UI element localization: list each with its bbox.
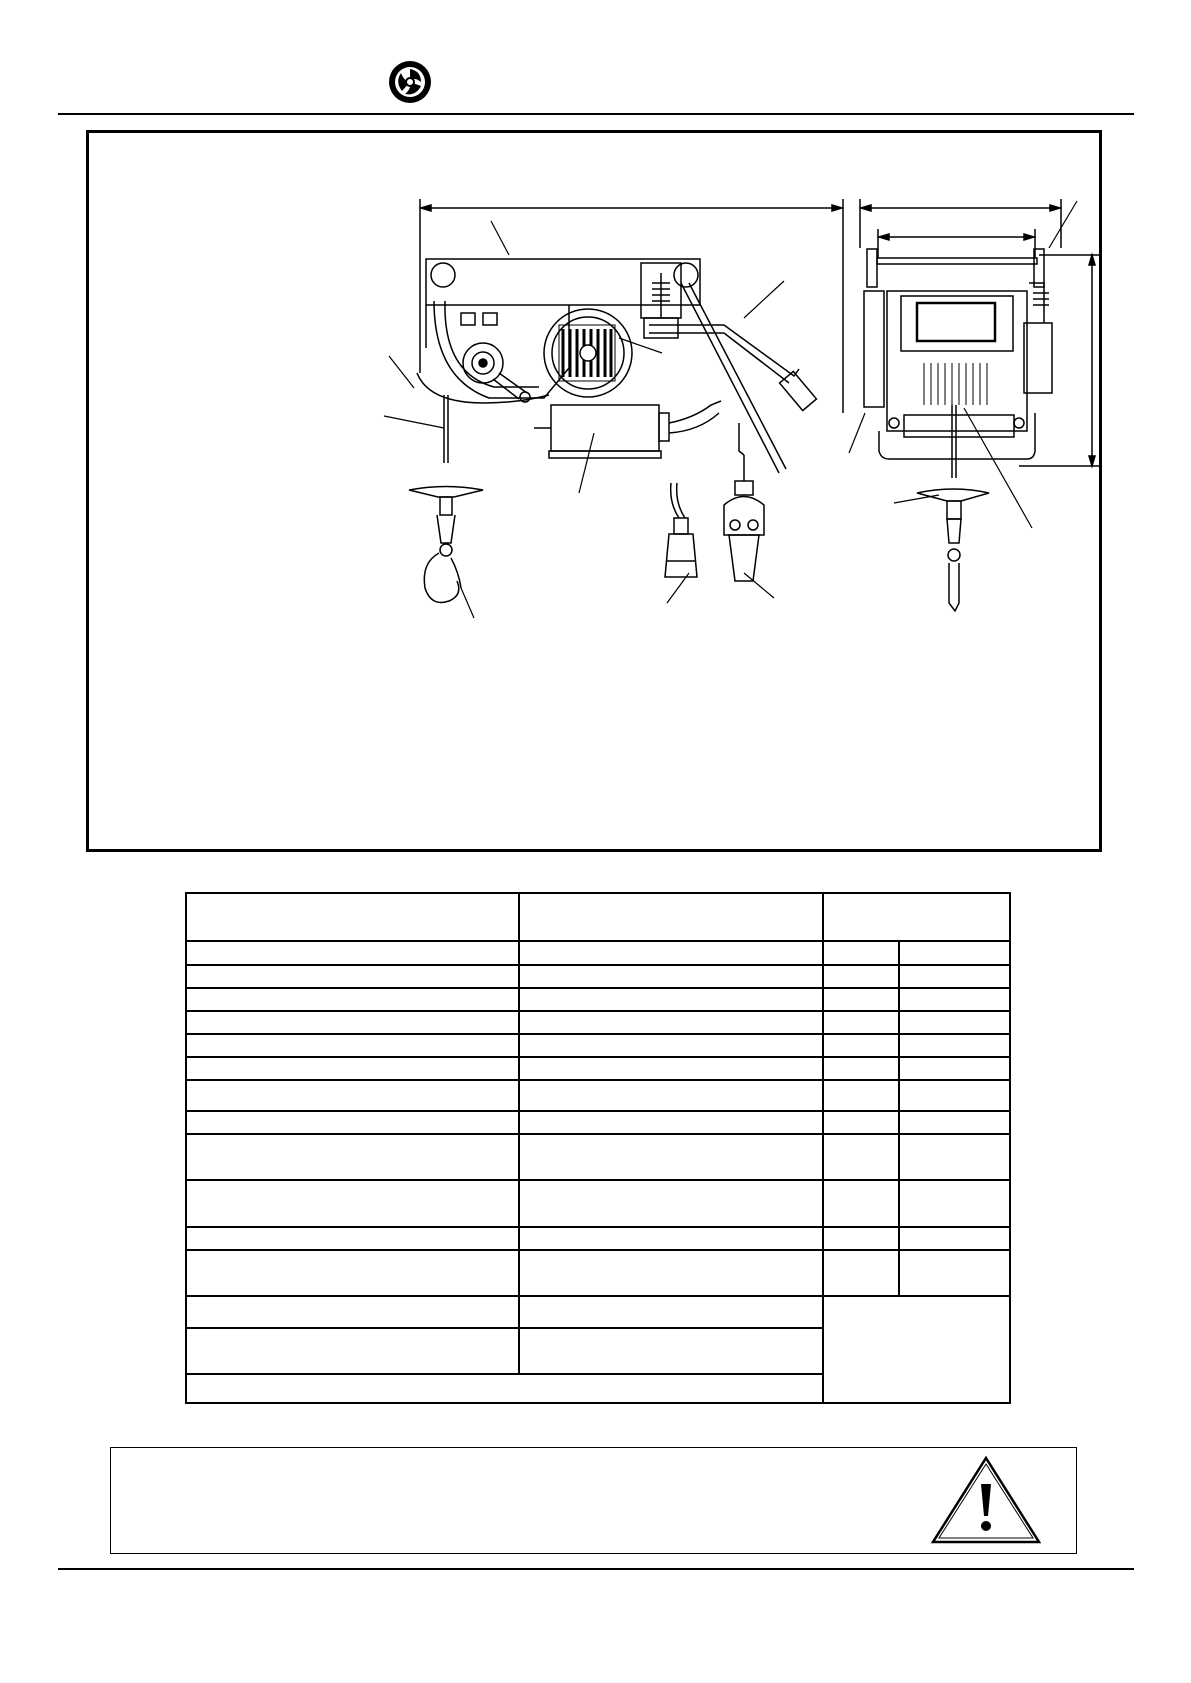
table-cell xyxy=(519,988,823,1011)
table-cell xyxy=(186,1227,519,1250)
table-cell xyxy=(823,1080,899,1110)
table-cell xyxy=(519,1034,823,1057)
hoist-technical-drawing xyxy=(89,133,1099,849)
table-row xyxy=(186,1250,1010,1296)
table-row xyxy=(186,1111,1010,1134)
table-cell xyxy=(519,1180,823,1226)
table-cell xyxy=(186,1180,519,1226)
table-cell xyxy=(899,941,1010,964)
table-cell xyxy=(186,1011,519,1034)
side-dimensions xyxy=(860,199,1099,466)
table-cell xyxy=(519,1080,823,1110)
table-cell xyxy=(519,1011,823,1034)
table-row xyxy=(186,1080,1010,1110)
table-cell xyxy=(823,965,899,988)
motor xyxy=(544,309,632,397)
table-row xyxy=(186,1011,1010,1034)
table-cell xyxy=(899,1250,1010,1296)
table-cell xyxy=(823,1227,899,1250)
table-row xyxy=(186,965,1010,988)
table-cell xyxy=(899,1180,1010,1226)
hand-lever xyxy=(649,283,816,473)
table-cell xyxy=(823,1250,899,1296)
table-cell xyxy=(186,1034,519,1057)
table-cell xyxy=(186,965,519,988)
table-cell xyxy=(519,1250,823,1296)
table-cell xyxy=(519,1296,823,1328)
control-box xyxy=(534,401,721,458)
table-cell xyxy=(899,1011,1010,1034)
table-cell xyxy=(823,988,899,1011)
table-row xyxy=(186,1227,1010,1250)
table-cell xyxy=(186,1080,519,1110)
figure-frame xyxy=(86,130,1102,852)
table-cell xyxy=(519,1057,823,1080)
table-row xyxy=(186,1180,1010,1226)
table-cell xyxy=(823,1180,899,1226)
table-cell xyxy=(186,988,519,1011)
table-cell xyxy=(519,1111,823,1134)
header-rule xyxy=(58,113,1134,115)
gearbox-housing xyxy=(434,301,569,402)
table-row xyxy=(186,988,1010,1011)
table-cell xyxy=(823,1111,899,1134)
table-cell xyxy=(186,1111,519,1134)
table-row xyxy=(186,941,1010,964)
specification-table xyxy=(185,892,1011,1404)
warning-box xyxy=(110,1447,1077,1554)
header-cell xyxy=(186,893,519,941)
table-row xyxy=(186,1057,1010,1080)
table-cell xyxy=(519,1227,823,1250)
table-cell xyxy=(899,1080,1010,1110)
front-width-dimension xyxy=(420,199,843,413)
spiral-brand-logo-icon xyxy=(388,60,432,104)
table-cell xyxy=(899,1227,1010,1250)
table-cell xyxy=(186,941,519,964)
table-merged-cell xyxy=(823,1296,1010,1403)
plug xyxy=(665,483,697,577)
table-cell xyxy=(899,1134,1010,1180)
footer-rule xyxy=(58,1568,1134,1570)
spring-box xyxy=(641,263,681,338)
table-cell xyxy=(823,941,899,964)
table-row xyxy=(186,1034,1010,1057)
table-cell xyxy=(899,1034,1010,1057)
brand-logo xyxy=(388,60,432,104)
table-cell xyxy=(186,1134,519,1180)
pendant-control xyxy=(724,423,764,581)
table-header-row xyxy=(186,893,1010,941)
header-cell xyxy=(823,893,1010,941)
table-row xyxy=(186,1296,1010,1328)
table-row xyxy=(186,1134,1010,1180)
table-cell xyxy=(519,1328,823,1373)
table-cell xyxy=(519,965,823,988)
table-cell xyxy=(186,1374,823,1403)
warning-triangle-icon xyxy=(929,1454,1043,1546)
table-cell xyxy=(186,1057,519,1080)
table-cell xyxy=(186,1296,519,1328)
table-cell xyxy=(519,1134,823,1180)
side-hook-block xyxy=(917,405,989,611)
front-hook-block xyxy=(409,373,549,602)
table-cell xyxy=(823,1034,899,1057)
table-cell xyxy=(186,1328,519,1373)
header-cell xyxy=(519,893,823,941)
table-cell xyxy=(823,1134,899,1180)
table-cell xyxy=(519,941,823,964)
table-cell xyxy=(823,1057,899,1080)
table-cell xyxy=(186,1250,519,1296)
table-cell xyxy=(823,1011,899,1034)
table-cell xyxy=(899,988,1010,1011)
table-cell xyxy=(899,1111,1010,1134)
table-cell xyxy=(899,965,1010,988)
side-view-body xyxy=(864,249,1052,459)
table-cell xyxy=(899,1057,1010,1080)
